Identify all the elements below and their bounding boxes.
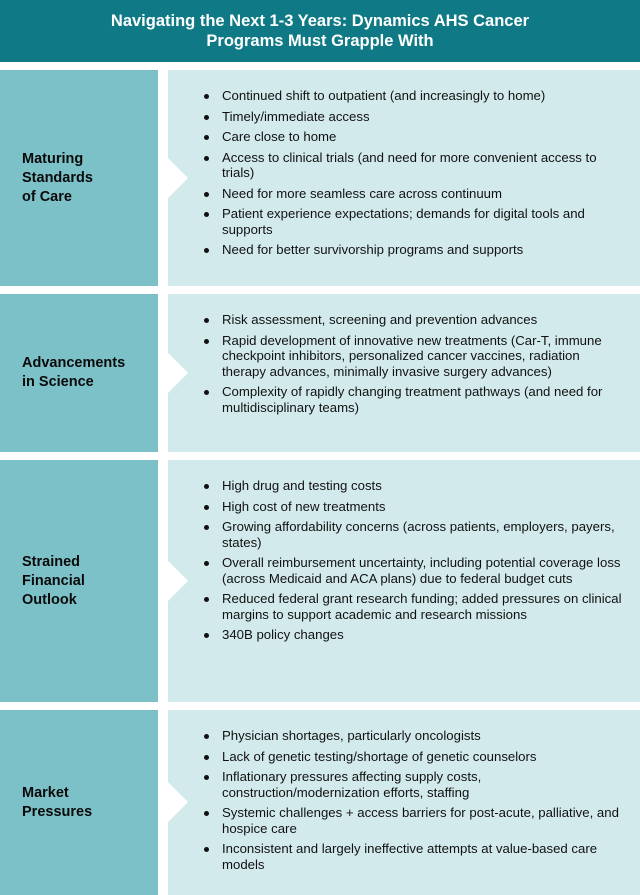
bullet-list <box>204 88 622 263</box>
list-item: Physician shortages, particularly oncologists <box>204 728 622 744</box>
list-item: 340B policy changes <box>204 627 622 643</box>
list-item: Risk assessment, screening and prevention advances <box>204 312 622 328</box>
chevron-arrow-icon <box>158 460 192 702</box>
section-content <box>168 70 640 286</box>
list-item: Reduced federal grant research funding; added pressures on clinical margins to support academic and research missions <box>204 591 622 622</box>
chevron-arrow-icon <box>158 710 192 895</box>
list-item: Complexity of rapidly changing treatment pathways (and need for multidisciplinary teams) <box>204 384 622 415</box>
section-content <box>168 460 640 702</box>
section-advancements-science <box>0 294 640 452</box>
section-content <box>168 710 640 895</box>
chevron-arrow-icon <box>158 294 192 452</box>
list-item: Inflationary pressures affecting supply costs, construction/modernization efforts, staffing <box>204 769 622 800</box>
list-item: Need for more seamless care across continuum <box>204 186 622 202</box>
list-item: High cost of new treatments <box>204 499 622 515</box>
chevron-arrow-icon <box>158 70 192 286</box>
list-item: Inconsistent and largely ineffective attempts at value-based care models <box>204 841 622 872</box>
list-item: Growing affordability concerns (across patients, employers, payers, states) <box>204 519 622 550</box>
list-item: Continued shift to outpatient (and increasingly to home) <box>204 88 622 104</box>
list-item: Patient experience expectations; demands for digital tools and supports <box>204 206 622 237</box>
list-item: High drug and testing costs <box>204 478 622 494</box>
list-item: Lack of genetic testing/shortage of genetic counselors <box>204 749 622 765</box>
list-item: Timely/immediate access <box>204 109 622 125</box>
list-item: Care close to home <box>204 129 622 145</box>
section-label: Maturing Standards of Care <box>22 150 93 205</box>
section-strained-financial <box>0 460 640 702</box>
bullet-list <box>204 478 622 648</box>
section-label: Market Pressures <box>22 784 93 820</box>
list-item: Rapid development of innovative new treatments (Car-T, immune checkpoint inhibitors, personalized cancer vaccines, radiation therapy advances, minimally invasive surgery advances) <box>204 333 622 380</box>
bullet-list <box>204 728 622 877</box>
section-label: Strained Financial Outlook <box>22 553 85 608</box>
title-line-1: Navigating the Next 1-3 Years: Dynamics AHS Cancer <box>110 12 530 30</box>
page-title <box>0 0 640 62</box>
section-maturing-standards <box>0 70 640 286</box>
list-item: Access to clinical trials (and need for more convenient access to trials) <box>204 150 622 181</box>
title-line-2: Programs Must Grapple With <box>206 32 434 50</box>
section-market-pressures <box>0 710 640 895</box>
section-content <box>168 294 640 452</box>
list-item: Systemic challenges + access barriers for post-acute, palliative, and hospice care <box>204 805 622 836</box>
list-item: Need for better survivorship programs and supports <box>204 242 622 258</box>
bullet-list <box>204 312 622 420</box>
list-item: Overall reimbursement uncertainty, including potential coverage loss (across Medicaid and ACA plans) due to federal budget cuts <box>204 555 622 586</box>
section-label: Advancements in Science <box>22 355 126 390</box>
